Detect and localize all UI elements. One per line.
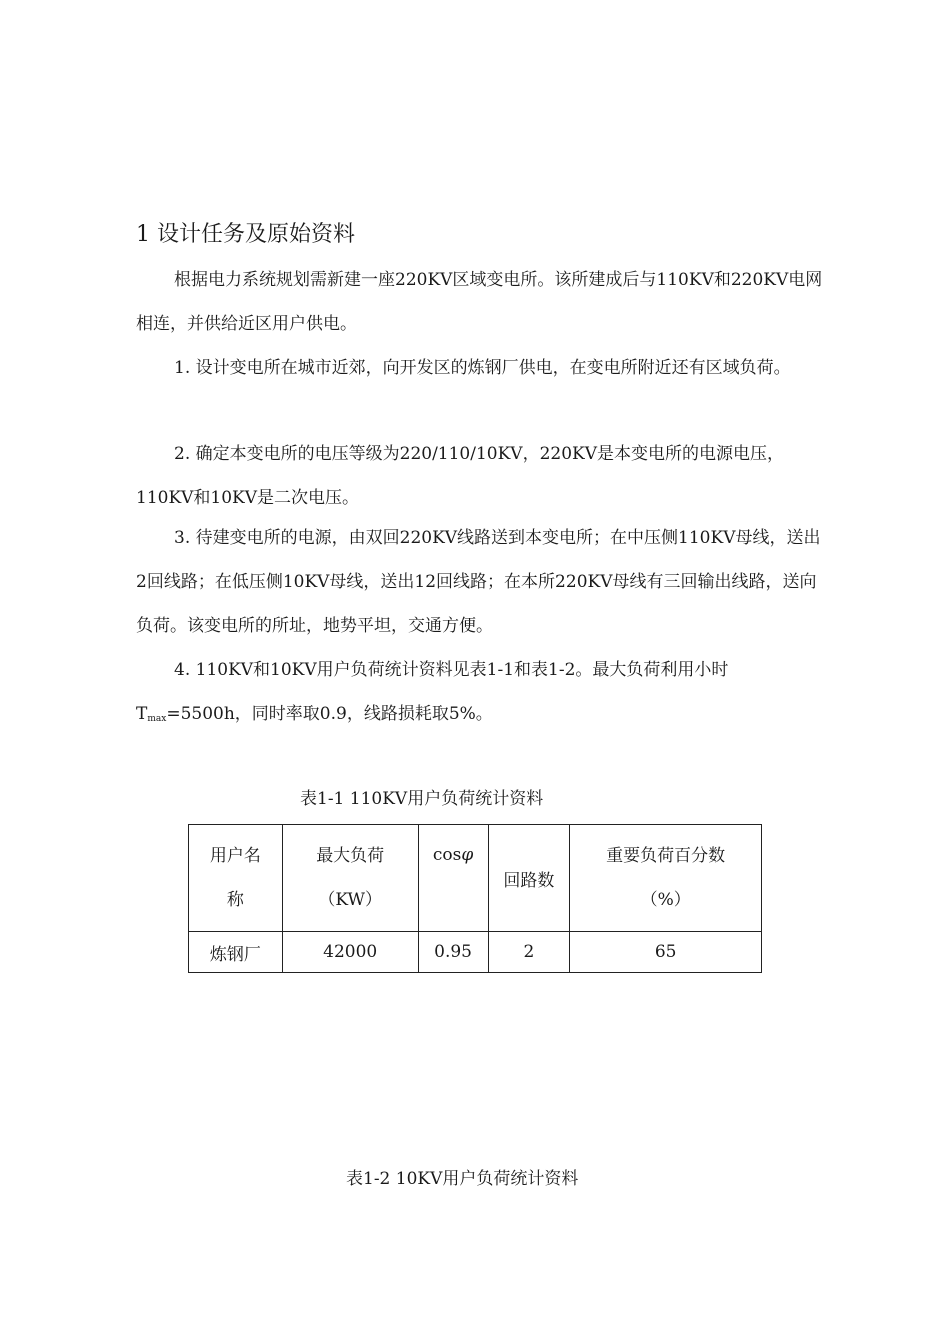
header-circuits: 回路数 (488, 825, 570, 932)
section-heading: 1 设计任务及原始资料 (136, 222, 355, 247)
header-important-line1: 重要负荷百分数 (606, 846, 726, 866)
header-max-load-line1: 最大负荷 (316, 846, 385, 866)
header-important-line2: （%） (640, 890, 691, 910)
cell-power-factor: 0.95 (418, 932, 488, 973)
header-max-load (282, 825, 418, 932)
cell-circuits: 2 (488, 932, 570, 973)
header-max-load-line2: （KW） (318, 890, 382, 910)
table-2-caption: 表1-2 10KV用户负荷统计资料 (346, 1169, 579, 1189)
header-user-name-line1: 用户名 (209, 846, 261, 866)
item-4-text-a: 4. 110KV和10KV用户负荷统计资料见表1-1和表1-2。最大负荷利用小时T (136, 660, 729, 724)
user-load-table (188, 824, 762, 973)
item-2-paragraph: 2. 确定本变电所的电压等级为220/110/10KV，220KV是本变电所的电源电压，110KV和10KV是二次电压。 (136, 444, 785, 508)
header-important-load (570, 825, 762, 932)
header-phi-symbol: φ (461, 845, 474, 865)
table-row (189, 932, 762, 973)
tmax-subscript: max (147, 714, 167, 724)
item-4-paragraph (136, 648, 826, 739)
cell-important-load: 65 (570, 932, 762, 973)
table-header-row (189, 825, 762, 932)
table-1-caption: 表1-1 110KV用户负荷统计资料 (300, 789, 544, 809)
header-user-name-line2: 称 (226, 890, 244, 910)
item-1-paragraph: 1. 设计变电所在城市近郊，向开发区的炼钢厂供电，在变电所附近还有区域负荷。 (174, 358, 791, 378)
intro-paragraph: 根据电力系统规划需新建一座220KV区域变电所。该所建成后与110KV和220KV电网相连，并供给近区用户供电。 (136, 270, 823, 334)
cell-max-load: 42000 (282, 932, 418, 973)
cell-user-name: 炼钢厂 (189, 932, 283, 973)
header-power-factor (418, 825, 488, 932)
item-3-paragraph: 3. 待建变电所的电源，由双回220KV线路送到本变电所；在中压侧110KV母线，送出2回线路；在低压侧10KV母线，送出12回线路；在本所220KV母线有三回输出线路，送向负荷。该变电所的所址，地势平坦，交通方便。 (136, 528, 821, 636)
item-4-text-b: =5500h，同时率取0.9，线路损耗取5%。 (166, 704, 493, 724)
header-user-name (189, 825, 283, 932)
header-cos-label: cos (432, 845, 462, 865)
